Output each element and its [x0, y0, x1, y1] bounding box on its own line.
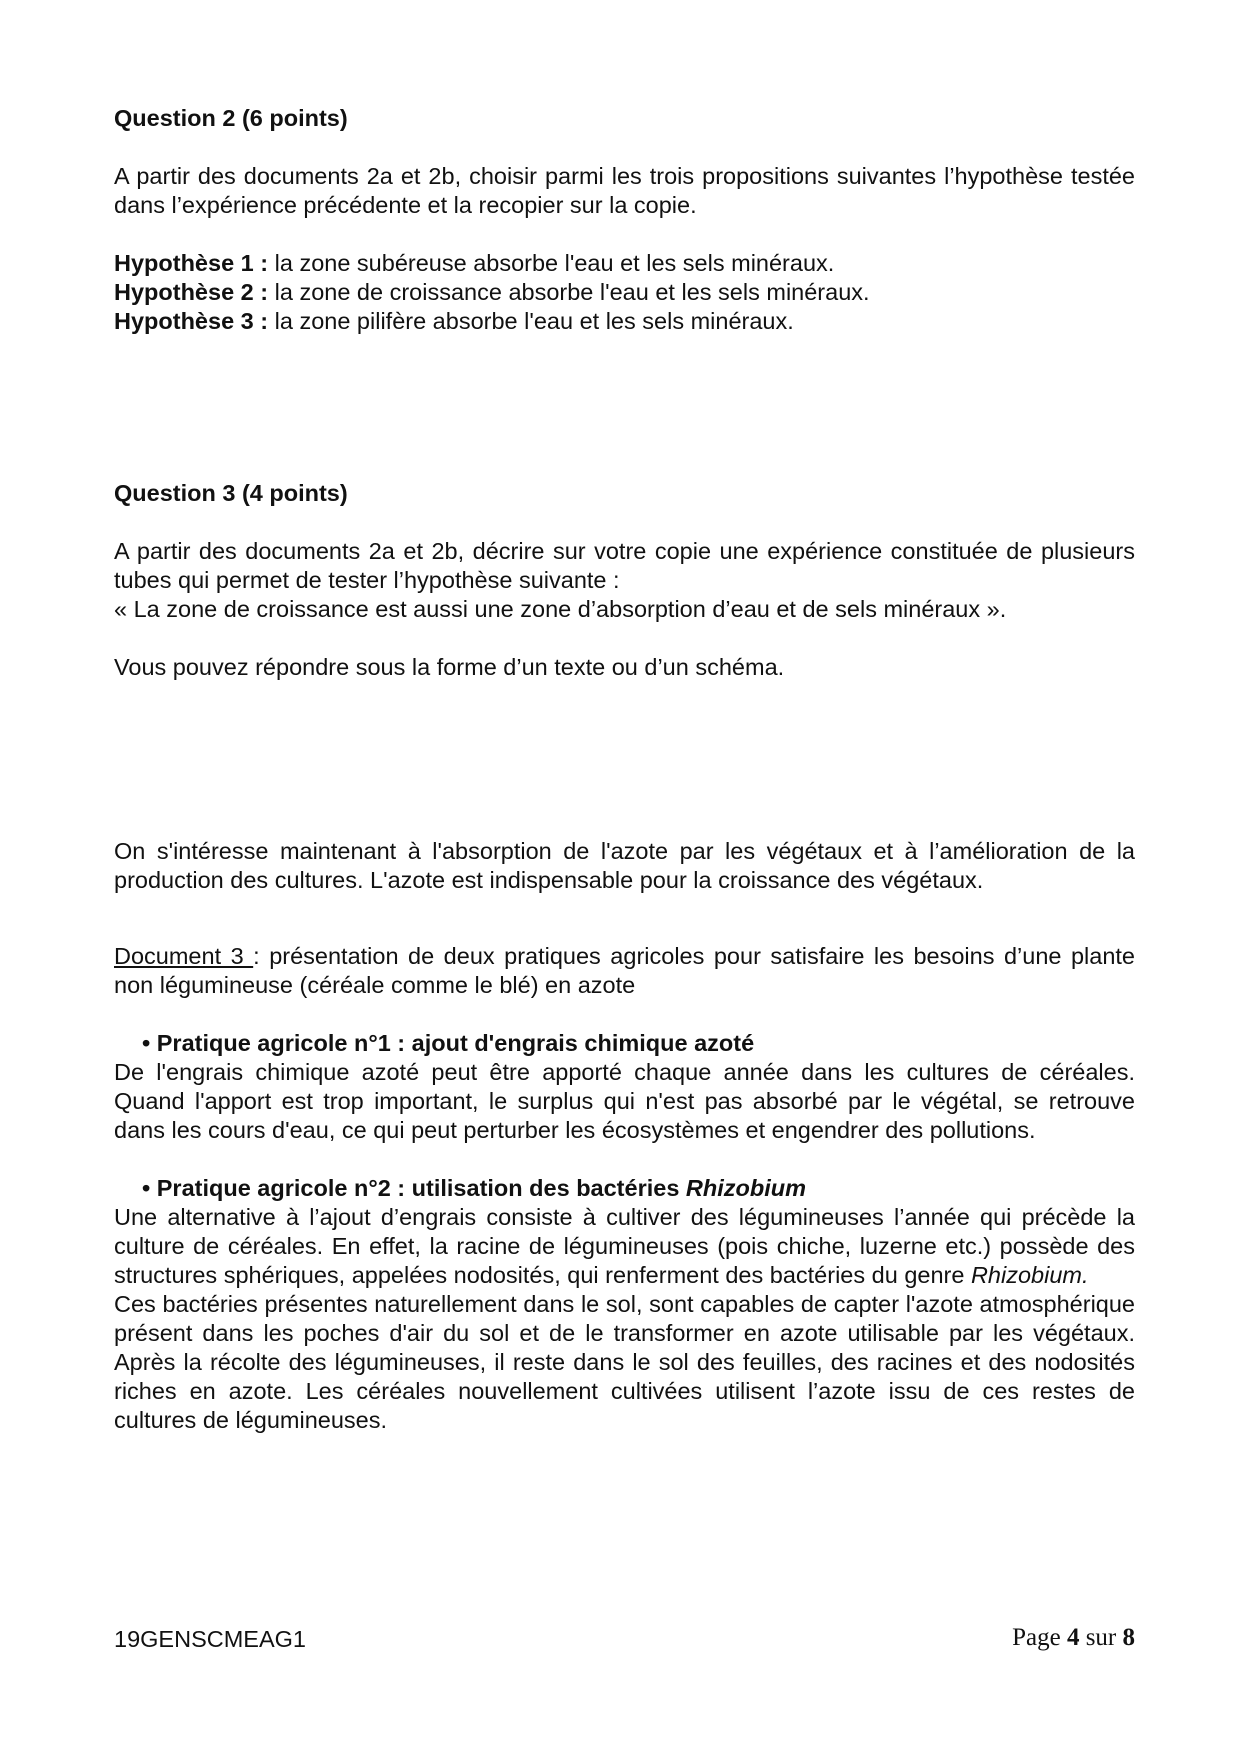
page-current: 4 [1066, 1624, 1080, 1651]
question-3-intro: A partir des documents 2a et 2b, décrire sur votre copie une expérience constituée de plusieurs tubes qui permet de tester l’hypothèse suivante : [114, 538, 1135, 593]
page-mid: sur [1079, 1624, 1123, 1651]
page-prefix: Page [1012, 1624, 1067, 1651]
context-section [114, 837, 1135, 895]
context-paragraph: On s'intéresse maintenant à l'absorption de l'azote par les végétaux et à l’amélioration de la production des cultures. L'azote est indispensable pour la croissance des végétaux. [114, 838, 1135, 893]
footer-code: 19GENSCMEAG1 [114, 1626, 306, 1652]
question-3-section [114, 479, 1135, 682]
question-2-section [114, 104, 1135, 336]
practice-2-title-italic: Rhizobium [685, 1175, 807, 1201]
document-3-section [114, 942, 1135, 1435]
hypothesis-1-label: Hypothèse 1 : [114, 250, 269, 276]
practice-1-text: De l'engrais chimique azoté peut être apporté chaque année dans les cultures de céréales. Quand l'apport est trop important, le surplus qui n'est pas absorbé par le végétal, se retrouve dans les cours d'eau, ce qui peut perturber les écosystèmes et engendrer des pollutions. [114, 1059, 1135, 1143]
document-3-label: Document 3 [114, 943, 254, 969]
hypotheses-list [114, 249, 1135, 336]
hypothesis-2-text: la zone de croissance absorbe l'eau et les sels minéraux. [268, 279, 870, 305]
hypothesis-2 [114, 278, 1135, 307]
practice-2-text-1 [114, 1203, 1135, 1290]
question-3-note: Vous pouvez répondre sous la forme d’un texte ou d’un schéma. [114, 654, 785, 680]
hypothesis-1-text: la zone subéreuse absorbe l'eau et les sels minéraux. [268, 250, 835, 276]
practice-2-title-text: • Pratique agricole n°2 : utilisation des bactéries [142, 1175, 686, 1201]
question-2-title: Question 2 (6 points) [114, 105, 348, 131]
document-3-text: : présentation de deux pratiques agricoles pour satisfaire les besoins d’une plante non légumineuse (céréale comme le blé) en azote [114, 943, 1135, 998]
hypothesis-1 [114, 249, 1135, 278]
hypothesis-3 [114, 307, 1135, 336]
practice-1-title: • Pratique agricole n°1 : ajout d'engrais chimique azoté [142, 1030, 755, 1056]
hypothesis-3-text: la zone pilifère absorbe l'eau et les sels minéraux. [268, 308, 794, 334]
question-3-title: Question 3 (4 points) [114, 480, 348, 506]
question-3-quote: « La zone de croissance est aussi une zone d’absorption d’eau et de sels minéraux ». [114, 596, 1007, 622]
practice-2-text-1-body: Une alternative à l’ajout d’engrais consiste à cultiver des légumineuses l’année qui précède la culture de céréales. En effet, la racine de légumineuses (pois chiche, luzerne etc.) possède des structures sphériques, appelées nodosités, qui renferment des bactéries du genre [114, 1204, 1135, 1288]
hypothesis-2-label: Hypothèse 2 : [114, 279, 269, 305]
practice-2-text-1-italic: Rhizobium. [970, 1262, 1089, 1288]
practice-2-text-2: Ces bactéries présentes naturellement dans le sol, sont capables de capter l'azote atmosphérique présent dans les poches d'air du sol et de le transformer en azote utilisable par les végétaux. Après la récolte des légumineuses, il reste dans le sol des feuilles, des racines et des nodosités riches en azote. Les céréales nouvellement cultivées utilisent l’azote issu de ces restes de cultures de légumineuses. [114, 1291, 1135, 1433]
question-2-intro: A partir des documents 2a et 2b, choisir parmi les trois propositions suivantes l’hypothèse testée dans l’expérience précédente et la recopier sur la copie. [114, 163, 1135, 218]
practice-2-title [114, 1174, 1135, 1203]
page-total: 8 [1122, 1624, 1135, 1651]
document-3-intro [114, 942, 1135, 1000]
page-number [1012, 1623, 1135, 1652]
hypothesis-3-label: Hypothèse 3 : [114, 308, 269, 334]
